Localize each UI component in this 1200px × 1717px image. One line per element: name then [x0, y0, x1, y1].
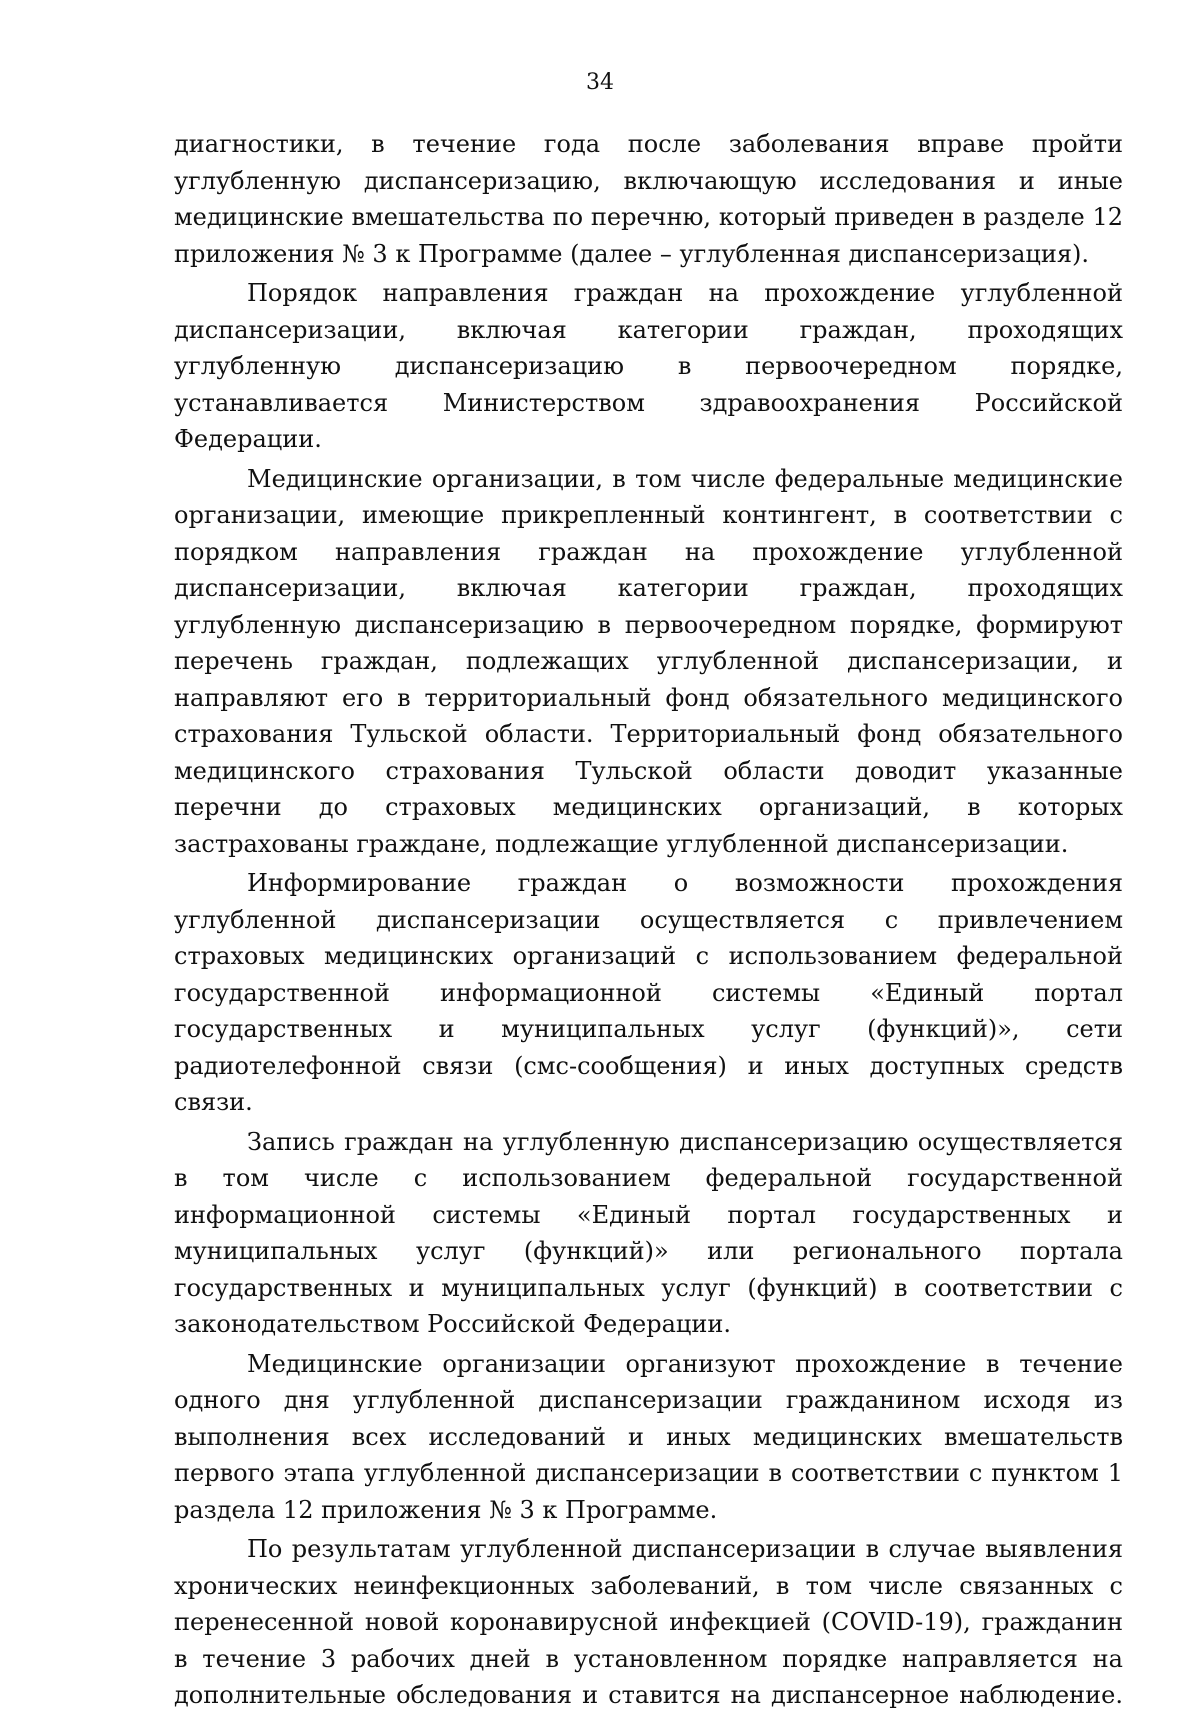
paragraph-appointment-booking: Запись граждан на углубленную диспансеризацию осуществляется в том числе с использованием федеральной государственной информационной системы «Единый портал государственных и муниципальных услуг (функций)» или регионального портала государственных и муниципальных услуг (функций) в соответствии с законодательством Российской Федерации. [174, 1127, 1123, 1338]
page-number: 34 [586, 70, 614, 95]
paragraph-continuation: диагностики, в течение года после заболевания вправе пройти углубленную диспансеризацию, включающую исследования и иные медицинские вмешательства по перечню, который приведен в разделе 12 приложения № 3 к Программе (далее – углубленная диспансеризация). [174, 130, 1123, 268]
paragraph-informing-citizens: Информирование граждан о возможности прохождения углубленной диспансеризации осуществляется с привлечением страховых медицинских организаций с использованием федеральной государственной информационной системы «Единый портал государственных и муниципальных услуг (функций)», сети радиотелефонной связи (смс-сообщения) и иных доступных средств связи. [174, 869, 1123, 1116]
paragraph-one-day-examination: Медицинские организации организуют прохождение в течение одного дня углубленной диспансеризации гражданином исходя из выполнения всех исследований и иных медицинских вмешательств первого этапа углубленной диспансеризации в соответствии с пунктом 1 раздела 12 приложения № 3 к Программе. [174, 1349, 1123, 1524]
paragraph-referral-procedure: Порядок направления граждан на прохождение углубленной диспансеризации, включая категории граждан, проходящих углубленную диспансеризацию в первоочередном порядке, устанавливается Министерством здравоохранения Российской Федерации. [174, 279, 1123, 453]
document-body [174, 126, 1123, 1717]
paragraph-medical-organizations-list: Медицинские организации, в том числе федеральные медицинские организации, имеющие прикрепленный контингент, в соответствии с порядком направления граждан на прохождение углубленной диспансеризации, включая категории граждан, проходящих углубленную диспансеризацию в первоочередном порядке, формируют перечень граждан, подлежащих углубленной диспансеризации, и направляют его в территориальный фонд обязательного медицинского страхования Тульской области. Территориальный фонд обязательного медицинского страхования Тульской области доводит указанные перечни до страховых медицинских организаций, в которых застрахованы граждане, подлежащие углубленной диспансеризации. [174, 464, 1123, 858]
paragraph-follow-up-results: По результатам углубленной диспансеризации в случае выявления хронических неинфекционных заболеваний, в том числе связанных с перенесенной новой коронавирусной инфекцией (COVID-19), гражданин в течение 3 рабочих дней в установленном порядке направляется на дополнительные обследования и ставится на диспансерное наблюдение. [174, 1535, 1123, 1709]
